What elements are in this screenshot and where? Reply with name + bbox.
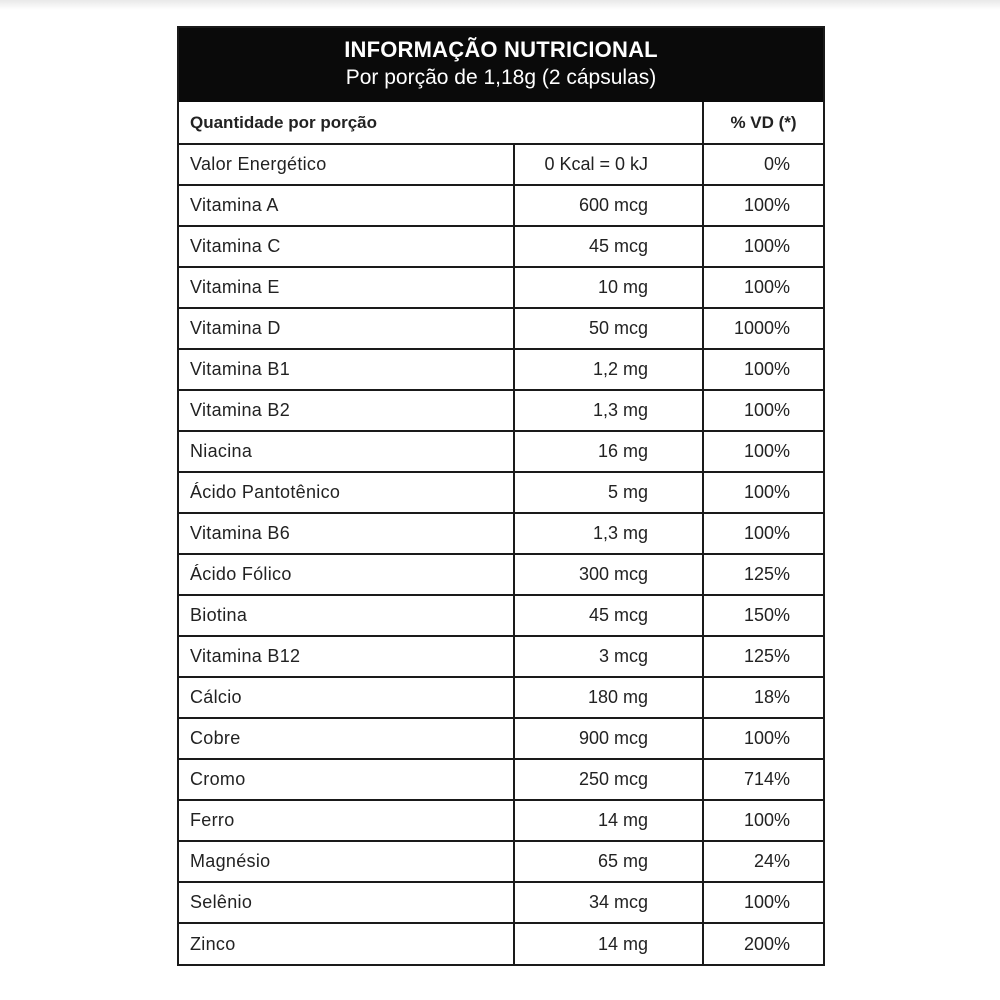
table-row (179, 472, 823, 513)
nutrient-daily-value: 200% (703, 923, 823, 964)
table-row (179, 308, 823, 349)
nutrient-daily-value: 100% (703, 718, 823, 759)
nutrient-name: Vitamina B1 (179, 349, 514, 390)
nutrient-name: Biotina (179, 595, 514, 636)
table-row (179, 595, 823, 636)
table-row (179, 841, 823, 882)
table-row (179, 226, 823, 267)
table-row (179, 923, 823, 964)
nutrient-daily-value: 150% (703, 595, 823, 636)
nutrient-daily-value: 125% (703, 636, 823, 677)
nutrient-daily-value: 100% (703, 390, 823, 431)
table-header-row (179, 102, 823, 144)
nutrient-amount: 0 Kcal = 0 kJ (514, 144, 703, 185)
nutrient-amount: 50 mcg (514, 308, 703, 349)
vd-column-header: % VD (*) (703, 102, 823, 144)
nutrient-name: Niacina (179, 431, 514, 472)
nutrient-name: Vitamina B12 (179, 636, 514, 677)
quantity-column-header: Quantidade por porção (179, 102, 703, 144)
nutrient-name: Ácido Pantotênico (179, 472, 514, 513)
nutrition-rows (179, 144, 823, 964)
nutrient-daily-value: 24% (703, 841, 823, 882)
table-row (179, 144, 823, 185)
nutrient-name: Vitamina B2 (179, 390, 514, 431)
nutrient-amount: 250 mcg (514, 759, 703, 800)
table-row (179, 185, 823, 226)
nutrient-name: Vitamina D (179, 308, 514, 349)
table-row (179, 554, 823, 595)
nutrient-name: Magnésio (179, 841, 514, 882)
table-row (179, 267, 823, 308)
nutrient-name: Vitamina C (179, 226, 514, 267)
table-row (179, 431, 823, 472)
nutrient-name: Cromo (179, 759, 514, 800)
nutrient-name: Vitamina A (179, 185, 514, 226)
nutrient-amount: 65 mg (514, 841, 703, 882)
nutrient-amount: 3 mcg (514, 636, 703, 677)
nutrient-amount: 1,3 mg (514, 390, 703, 431)
table-row (179, 800, 823, 841)
nutrient-name: Ácido Fólico (179, 554, 514, 595)
nutrient-amount: 45 mcg (514, 595, 703, 636)
nutrient-daily-value: 1000% (703, 308, 823, 349)
nutrient-amount: 45 mcg (514, 226, 703, 267)
nutrient-amount: 300 mcg (514, 554, 703, 595)
nutrient-amount: 16 mg (514, 431, 703, 472)
nutrient-name: Ferro (179, 800, 514, 841)
nutrient-amount: 34 mcg (514, 882, 703, 923)
nutrient-daily-value: 100% (703, 513, 823, 554)
nutrient-amount: 5 mg (514, 472, 703, 513)
nutrient-daily-value: 100% (703, 882, 823, 923)
nutrient-daily-value: 100% (703, 226, 823, 267)
serving-size-subtitle: Por porção de 1,18g (2 cápsulas) (345, 66, 657, 89)
nutrition-table (179, 102, 823, 964)
nutrient-amount: 600 mcg (514, 185, 703, 226)
nutrient-daily-value: 0% (703, 144, 823, 185)
nutrient-daily-value: 714% (703, 759, 823, 800)
nutrient-daily-value: 100% (703, 267, 823, 308)
nutrient-daily-value: 100% (703, 185, 823, 226)
nutrient-name: Selênio (179, 882, 514, 923)
table-row (179, 759, 823, 800)
nutrition-header (179, 28, 823, 102)
table-row (179, 677, 823, 718)
nutrition-title: INFORMAÇÃO NUTRICIONAL (344, 37, 658, 62)
nutrient-daily-value: 125% (703, 554, 823, 595)
nutrient-amount: 180 mg (514, 677, 703, 718)
nutrient-name: Cálcio (179, 677, 514, 718)
nutrient-daily-value: 100% (703, 431, 823, 472)
table-row (179, 390, 823, 431)
top-shadow (0, 0, 1000, 10)
nutrient-name: Valor Energético (179, 144, 514, 185)
table-row (179, 636, 823, 677)
nutrient-daily-value: 100% (703, 800, 823, 841)
nutrient-amount: 1,3 mg (514, 513, 703, 554)
nutrient-name: Vitamina E (179, 267, 514, 308)
nutrient-daily-value: 100% (703, 349, 823, 390)
nutrition-facts-panel (177, 26, 825, 966)
nutrient-name: Cobre (179, 718, 514, 759)
nutrient-daily-value: 100% (703, 472, 823, 513)
nutrient-name: Vitamina B6 (179, 513, 514, 554)
nutrient-amount: 900 mcg (514, 718, 703, 759)
nutrient-name: Zinco (190, 933, 236, 954)
table-row (179, 349, 823, 390)
table-row (179, 882, 823, 923)
nutrient-amount: 14 mg (514, 800, 703, 841)
table-row (179, 718, 823, 759)
nutrient-amount: 10 mg (514, 267, 703, 308)
nutrient-amount: 1,2 mg (514, 349, 703, 390)
nutrient-daily-value: 18% (703, 677, 823, 718)
table-row (179, 513, 823, 554)
nutrient-amount: 14 mg (514, 923, 703, 964)
